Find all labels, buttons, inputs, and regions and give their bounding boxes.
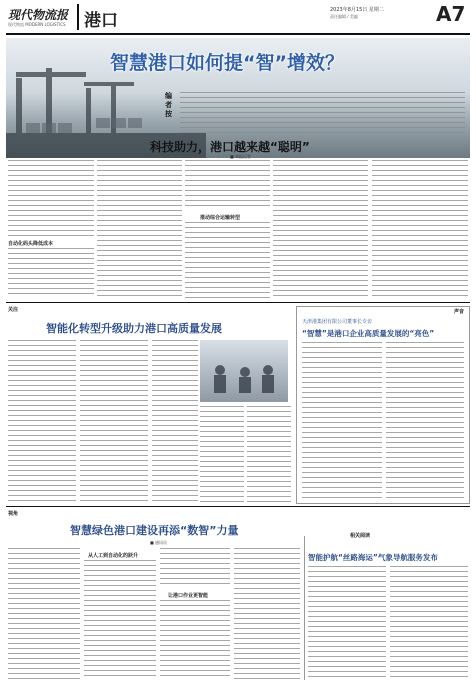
meeting-people-icon	[200, 340, 288, 402]
s1-col3-top	[185, 160, 270, 210]
s1-col4	[273, 160, 368, 298]
main-headline: 智慧港口如何提“智”增效？	[110, 52, 344, 74]
section3-title: 智慧绿色港口建设再添“数智”力量	[70, 524, 239, 537]
editor-note-lines	[180, 92, 465, 136]
s3-col2	[84, 560, 156, 680]
s1-col2	[97, 160, 182, 298]
s2-col1	[8, 340, 76, 502]
interview-title: “智慧”是港口企业高质量发展的“亮色”	[302, 329, 435, 338]
masthead	[0, 0, 476, 38]
s3-col1	[8, 548, 80, 680]
s1-col1-bottom	[8, 248, 94, 298]
editor-line: 责任编辑 / 美编	[330, 14, 358, 19]
interview-subtitle: 天津港集团有限公司董事长专访	[302, 319, 373, 325]
s1-subhead-2: 推动综合运输转型	[200, 215, 241, 221]
s1-col1-top	[8, 160, 94, 238]
s2-col5	[247, 406, 291, 502]
section1-byline: ■ 本报记者	[230, 154, 252, 159]
section3-byline: ■ 通讯员	[150, 540, 168, 545]
s1-col5	[372, 160, 468, 298]
date-line: 2023年8月15日 星期二	[330, 7, 384, 13]
s4-col1	[308, 566, 386, 680]
page-number: A7	[436, 2, 466, 26]
s3-subhead-2: 让港口作业更智能	[168, 593, 209, 599]
section4-title: 智能护航“丝路海运”气象导航服务发布	[308, 553, 438, 562]
section3-tag: 视角	[8, 511, 19, 517]
s4-col2	[390, 566, 468, 680]
interview-col2	[386, 342, 464, 498]
interview-tag: 声音	[454, 309, 465, 315]
section1-title: 科技助力，港口越来越“聪明”	[150, 140, 310, 154]
interview-col1	[302, 342, 382, 498]
s4-divider	[304, 536, 305, 680]
masthead-rule	[6, 33, 470, 35]
editor-note-label: 编者按	[165, 92, 172, 118]
rule-1	[6, 302, 470, 303]
masthead-divider	[77, 4, 79, 30]
rule-2	[6, 506, 470, 507]
section4-tag: 相关阅读	[350, 533, 371, 539]
s2-col2	[80, 340, 148, 502]
s2-col3	[152, 340, 198, 502]
section2-title: 智能化转型升级助力港口高质量发展	[46, 322, 222, 335]
section2-tag: 关注	[8, 307, 19, 313]
s3-subhead-1: 从人工到自动化的跃升	[88, 553, 139, 559]
s3-col3-top	[160, 548, 230, 588]
s1-subhead-1: 自动化码头降低成本	[8, 241, 54, 247]
s3-col4	[234, 548, 300, 680]
paper-subtitle: 现代物流 MODERN LOGISTICS	[8, 22, 66, 27]
s3-col3-bottom	[160, 600, 230, 680]
s1-col3-bottom	[185, 222, 270, 298]
meeting-photo	[200, 340, 288, 402]
s2-col4	[200, 406, 244, 502]
paper-name: 现代物流报	[8, 8, 69, 22]
section-name: 港口	[84, 11, 118, 31]
